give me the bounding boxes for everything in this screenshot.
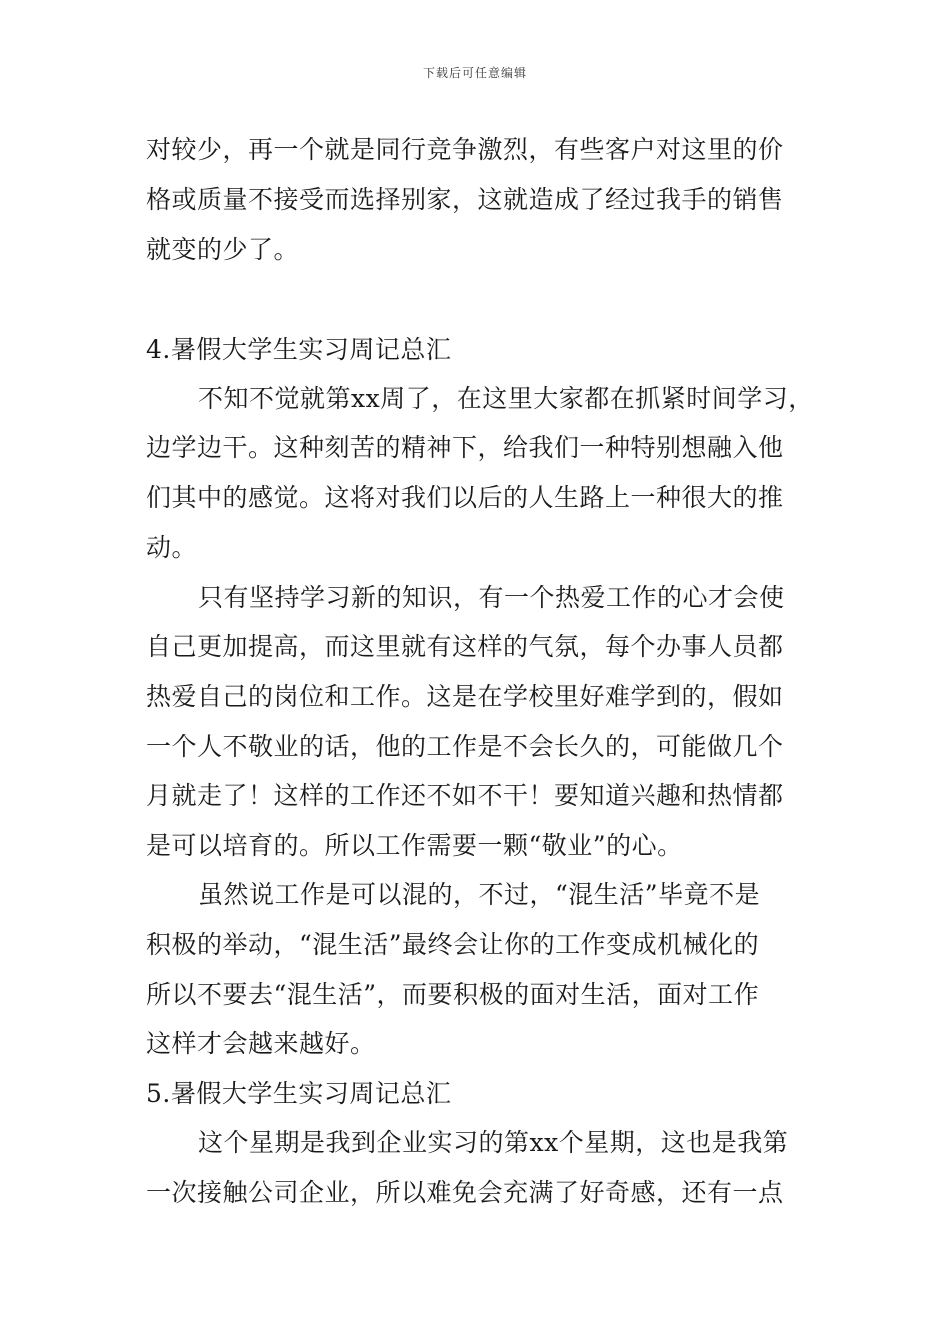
text-line: 热爱自己的岗位和工作。这是在学校里好难学到的，假如 xyxy=(146,682,784,711)
text-line: 一次接触公司企业，所以难免会充满了好奇感，还有一点 xyxy=(146,1178,784,1207)
text-line: 积极的举动，“混生活”最终会让你的工作变成机械化的 xyxy=(146,930,760,959)
page-header: 下载后可任意编辑 xyxy=(422,66,527,80)
text-line: 只有坚持学习新的知识，有一个热爱工作的心才会使 xyxy=(198,583,785,612)
text-line: 自己更加提高，而这里就有这样的气氛，每个办事人员都 xyxy=(146,632,784,661)
text-line: 这个星期是我到企业实习的第xx个星期，这也是我第 xyxy=(198,1128,789,1157)
text-line: 们其中的感觉。这将对我们以后的人生路上一种很大的推 xyxy=(146,483,784,512)
text-line: 就变的少了。 xyxy=(146,235,300,264)
text-line: 月就走了！这样的工作还不如不干！要知道兴趣和热情都 xyxy=(146,781,784,810)
text-line: 虽然说工作是可以混的，不过，“混生活”毕竟不是 xyxy=(198,880,761,909)
section-heading: 4.暑假大学生实习周记总汇 xyxy=(146,335,452,364)
text-line: 所以不要去“混生活”，而要积极的面对生活，面对工作 xyxy=(146,980,760,1009)
text-line: 格或质量不接受而选择别家，这就造成了经过我手的销售 xyxy=(146,185,784,214)
text-line: 边学边干。这种刻苦的精神下，给我们一种特别想融入他 xyxy=(146,433,784,462)
text-line: 是可以培育的。所以工作需要一颗“敬业”的心。 xyxy=(146,831,683,860)
text-line: 对较少，再一个就是同行竞争激烈，有些客户对这里的价 xyxy=(146,135,784,164)
text-line: 不知不觉就第xx周了，在这里大家都在抓紧时间学习， xyxy=(198,384,814,413)
text-line: 这样才会越来越好。 xyxy=(146,1029,376,1058)
text-line: 动。 xyxy=(146,533,198,562)
text-line: 一个人不敬业的话，他的工作是不会长久的，可能做几个 xyxy=(146,732,784,761)
section-heading: 5.暑假大学生实习周记总汇 xyxy=(146,1079,452,1108)
